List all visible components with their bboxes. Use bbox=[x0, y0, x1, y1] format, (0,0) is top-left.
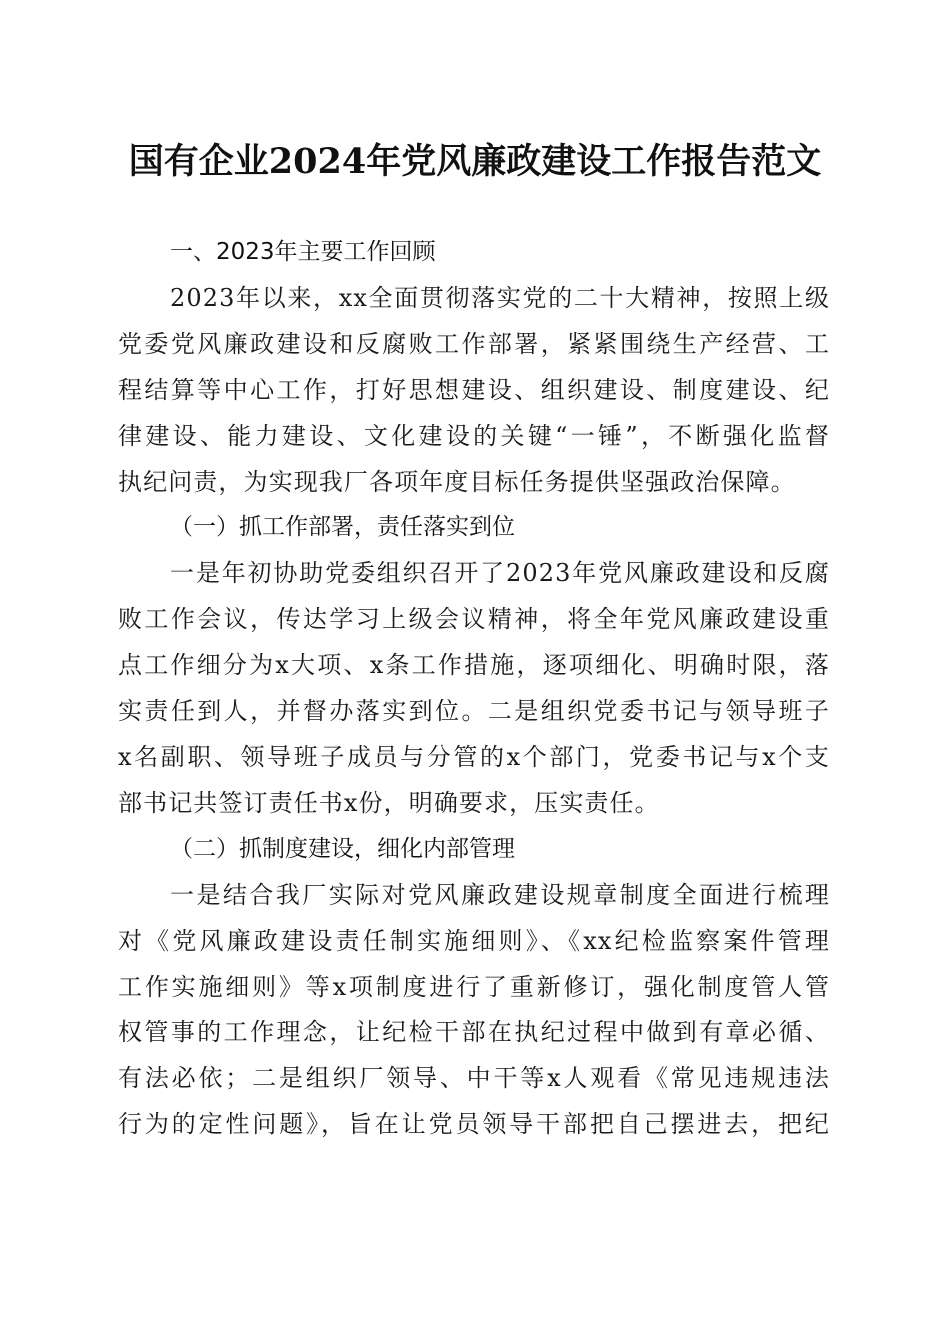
paragraph-line: 败工作会议，传达学习上级会议精神，将全年党风廉政建设重 bbox=[118, 605, 830, 634]
subsection-heading-work-deployment: （一）抓工作部署，责任落实到位 bbox=[170, 514, 515, 541]
paragraph-line: 部书记共签订责任书x份，明确要求，压实责任。 bbox=[118, 788, 660, 817]
intro-line: 2023年以来，xx全面贯彻落实党的二十大精神，按照上级 bbox=[170, 283, 830, 312]
intro-paragraph bbox=[118, 276, 830, 506]
paragraph-line: 工作实施细则》等x项制度进行了重新修订，强化制度管人管 bbox=[118, 972, 830, 1001]
subsection-heading-system-building: （二）抓制度建设，细化内部管理 bbox=[170, 835, 515, 862]
system-building-paragraph bbox=[118, 873, 830, 1148]
paragraph-line: x名副职、领导班子成员与分管的x个部门，党委书记与x个支 bbox=[118, 742, 830, 771]
document-title: 国有企业2024年党风廉政建设工作报告范文 bbox=[128, 141, 822, 182]
paragraph-line: 行为的定性问题》，旨在让党员领导干部把自己摆进去，把纪 bbox=[118, 1110, 830, 1139]
intro-line: 程结算等中心工作，打好思想建设、组织建设、制度建设、纪 bbox=[118, 375, 830, 404]
paragraph-line: 一是年初协助党委组织召开了2023年党风廉政建设和反腐 bbox=[170, 559, 830, 588]
paragraph-line: 有法必依；二是组织厂领导、中干等x人观看《常见违规违法 bbox=[118, 1064, 830, 1093]
intro-line: 党委党风廉政建设和反腐败工作部署，紧紧围绕生产经营、工 bbox=[118, 329, 830, 358]
intro-line: 执纪问责，为实现我厂各项年度目标任务提供坚强政治保障。 bbox=[118, 467, 796, 496]
paragraph-line: 对《党风廉政建设责任制实施细则》、《xx纪检监察案件管理 bbox=[118, 926, 830, 955]
paragraph-line: 权管事的工作理念，让纪检干部在执纪过程中做到有章必循、 bbox=[118, 1018, 830, 1047]
paragraph-line: 实责任到人，并督办落实到位。二是组织党委书记与领导班子 bbox=[118, 697, 830, 726]
intro-line: 律建设、能力建设、文化建设的关键“一锤”，不断强化监督 bbox=[118, 421, 830, 450]
document-body bbox=[118, 230, 830, 1148]
work-deployment-paragraph bbox=[118, 551, 830, 826]
paragraph-line: 点工作细分为x大项、x条工作措施，逐项细化、明确时限，落 bbox=[118, 651, 830, 680]
paragraph-line: 一是结合我厂实际对党风廉政建设规章制度全面进行梳理 bbox=[170, 880, 830, 909]
section-heading-review-2023: 一、2023年主要工作回顾 bbox=[170, 239, 436, 265]
